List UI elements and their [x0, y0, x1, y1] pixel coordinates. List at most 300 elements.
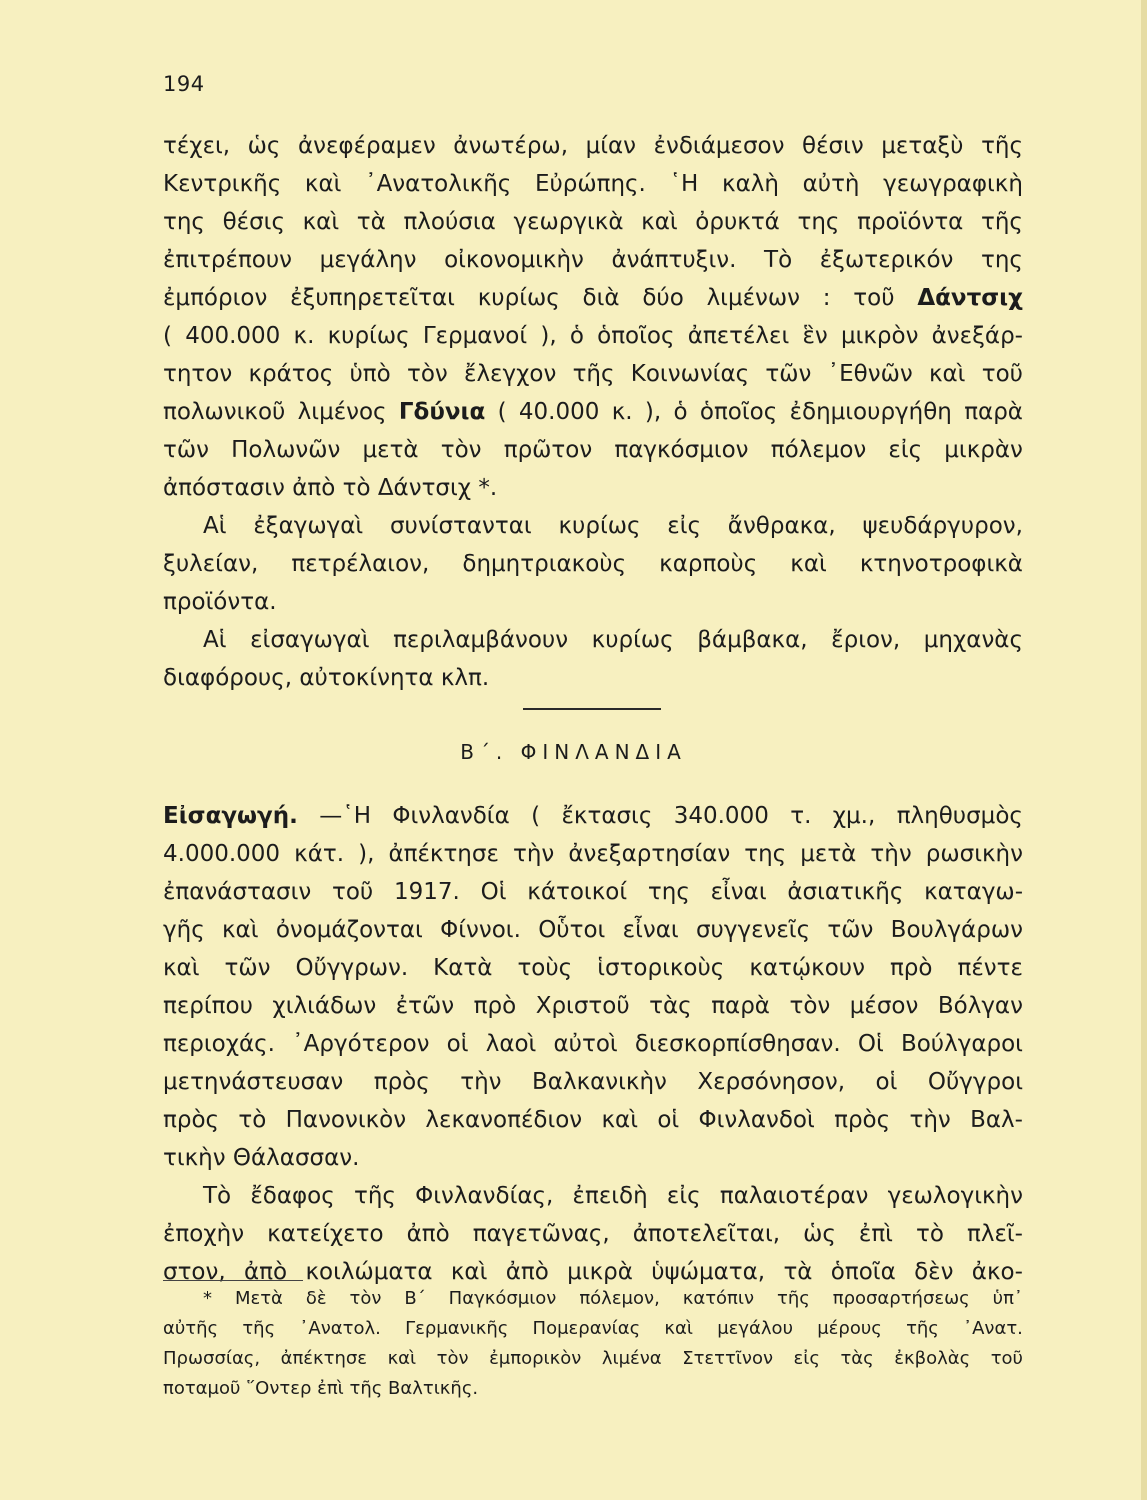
- word: (: [497, 399, 507, 425]
- word: χιλιάδων: [272, 993, 377, 1019]
- word: ἐμπόριον: [163, 285, 268, 311]
- text-line: [163, 659, 1023, 697]
- word: ᾿Ανατολικῆς: [365, 171, 512, 197]
- word: Οὔγγροι: [927, 1069, 1023, 1095]
- word: πρὸ: [889, 955, 933, 981]
- text-line: [163, 393, 1023, 431]
- text-line: [163, 1139, 1023, 1177]
- word: ὑπὸ: [349, 361, 391, 387]
- word: ἀπὸ: [406, 1221, 450, 1247]
- word: γεωλογικὴν: [887, 1183, 1023, 1209]
- word: πόλεμον,: [579, 1288, 660, 1309]
- word: κυρίως: [591, 627, 674, 653]
- word: συνίστανται: [389, 513, 532, 539]
- word: Παγκόσμιον: [448, 1288, 557, 1309]
- word: ),: [644, 399, 662, 425]
- word: ἀπὸ: [505, 1259, 549, 1285]
- word: μέσον: [849, 993, 919, 1019]
- word: 340.000: [673, 803, 769, 829]
- word: ἀσιατικῆς: [787, 879, 904, 905]
- text-line: [163, 279, 1023, 317]
- word: διὰ: [582, 285, 620, 311]
- word: ἀνεφέραμεν: [297, 133, 436, 159]
- word: κ.: [293, 323, 315, 349]
- word: χμ.,: [832, 803, 876, 829]
- word: πλούσια: [403, 209, 496, 235]
- word: ὁποῖος: [597, 323, 675, 349]
- word: λιμένος: [297, 399, 387, 425]
- word: Πομερανίας: [532, 1318, 641, 1339]
- text-line: [163, 469, 1023, 507]
- word: Πρωσσίας,: [163, 1348, 261, 1369]
- word: ἀπέκτησε: [280, 1348, 368, 1369]
- word: της: [980, 247, 1023, 273]
- word: γῆς: [163, 917, 205, 943]
- word: καλὴ: [722, 171, 779, 197]
- word: παγετῶνας,: [472, 1221, 610, 1247]
- word: ἐποχὴν: [163, 1221, 245, 1247]
- word: προσαρτήσεως: [832, 1288, 970, 1309]
- word: Εἰσαγωγή.: [163, 803, 298, 829]
- word: 40.000: [518, 399, 600, 425]
- word: Κατὰ: [433, 955, 493, 981]
- word: λιμένα: [601, 1348, 662, 1369]
- word: παλαιοτέραν: [719, 1183, 869, 1209]
- text-line: [163, 835, 1023, 873]
- word: ὀνομάζονται: [275, 917, 423, 943]
- text-line: [163, 203, 1023, 241]
- word: εἰς: [666, 1183, 701, 1209]
- footnote-divider: [163, 1280, 303, 1281]
- word: ἀνάπτυξιν.: [611, 247, 737, 273]
- word: τὴν: [512, 841, 555, 867]
- word: τὰ: [356, 209, 386, 235]
- text-line: [163, 873, 1023, 911]
- text-line: [163, 355, 1023, 393]
- word: *: [203, 1288, 212, 1309]
- word: οἱ: [446, 1031, 469, 1057]
- word: καὶ: [302, 209, 340, 235]
- word: τὸν: [436, 1348, 469, 1369]
- word: Αἱ: [203, 513, 227, 539]
- word: ὁποῖος: [699, 399, 778, 425]
- word: Βαλκανικὴν: [532, 1069, 667, 1095]
- word: της: [797, 209, 840, 235]
- word: οἱ: [875, 1069, 898, 1095]
- word: ἀνεξαρτησίαν: [568, 841, 731, 867]
- word: οἰκονομικὴν: [444, 247, 584, 273]
- word: Φινλανδοὶ: [698, 1107, 815, 1133]
- word: τῶν: [163, 437, 209, 463]
- word: πρὸς: [163, 1107, 220, 1133]
- word: τοῦ: [332, 879, 374, 905]
- word: Γερμανοί: [422, 323, 528, 349]
- word: Πολωνῶν: [231, 437, 341, 463]
- word: τὰς: [649, 993, 692, 1019]
- word: τοῦ: [990, 1348, 1023, 1369]
- word: Τὸ: [203, 1183, 232, 1209]
- word: ἀπὸ: [292, 475, 343, 501]
- word: τοῦ: [853, 285, 895, 311]
- word: αὐτὴ: [802, 171, 860, 197]
- word: Οὗτοι: [538, 917, 606, 943]
- word: ἀκο-: [971, 1259, 1023, 1285]
- word: στον,: [163, 1259, 226, 1285]
- word: Φινλανδίας,: [415, 1183, 554, 1209]
- word: πληθυσμὸς: [896, 803, 1023, 829]
- word: ἀπόστασιν: [163, 475, 293, 501]
- word: τὸν: [349, 1288, 382, 1309]
- word: καὶ: [790, 551, 827, 577]
- word: καὶ: [664, 1318, 693, 1339]
- word: της: [744, 841, 787, 867]
- word: αὐτῆς: [163, 1318, 219, 1339]
- word: παγκόσμιον: [614, 437, 749, 463]
- word: περιοχάς.: [163, 1031, 275, 1057]
- word: περιλαμβάνουν: [393, 627, 569, 653]
- word: τ.: [790, 803, 812, 829]
- word: καὶ: [304, 171, 342, 197]
- word: (: [531, 803, 541, 829]
- page-number: 194: [163, 72, 205, 96]
- word: κτηνοτροφικὰ: [859, 551, 1023, 577]
- word: πρῶτον: [503, 437, 593, 463]
- section-divider: [523, 708, 661, 710]
- word: ὡς: [247, 133, 281, 159]
- word: εἰς: [793, 1348, 820, 1369]
- word: τῆς: [906, 1318, 939, 1339]
- word: καὶ: [641, 209, 678, 235]
- word: τὸν: [406, 361, 448, 387]
- word: τὸ: [342, 475, 378, 501]
- footnote-line: [163, 1344, 1023, 1374]
- word: Φινλανδία: [392, 803, 510, 829]
- word: ἐπειδὴ: [572, 1183, 648, 1209]
- word: δὲν: [914, 1259, 954, 1285]
- word: πρὸς: [373, 1069, 430, 1095]
- body-text-block-2: [163, 797, 1023, 1291]
- word: λαοὶ: [485, 1031, 537, 1057]
- word: καταγω-: [924, 879, 1023, 905]
- section-heading: Β΄. ΦΙΝΛΑΝΔΙΑ: [460, 740, 687, 764]
- word: ),: [358, 841, 375, 867]
- word: θέσις: [222, 209, 285, 235]
- text-line: [163, 987, 1023, 1025]
- text-line: [163, 507, 1023, 545]
- word: τὴν: [909, 1107, 951, 1133]
- word: τὰς: [840, 1348, 874, 1369]
- word: τῆς: [572, 361, 615, 387]
- word: τοῦ: [981, 361, 1023, 387]
- word: γεωγραφικὴ: [883, 171, 1023, 197]
- word: ἄνθρακα,: [727, 513, 836, 539]
- word: Γδύνια: [398, 399, 486, 425]
- word: παρὰ: [711, 993, 770, 1019]
- word: κυρίως: [558, 513, 641, 539]
- word: Βαλτικῆς.: [388, 1378, 479, 1399]
- text-line: [163, 1177, 1023, 1215]
- text-line: [163, 1215, 1023, 1253]
- word: Οἱ: [857, 1031, 884, 1057]
- text-line: [163, 127, 1023, 165]
- word: Γερμανικῆς: [405, 1318, 509, 1339]
- word: τέχει,: [163, 133, 231, 159]
- word: ),: [540, 323, 557, 349]
- word: ἐδημιουργήθη: [789, 399, 952, 425]
- word: Οἱ: [480, 879, 507, 905]
- word: κατόπιν: [682, 1288, 755, 1309]
- word: Δάντσιχ: [377, 475, 479, 501]
- word: ποταμοῦ: [163, 1378, 247, 1399]
- word: λιμένων: [706, 285, 800, 311]
- word: κυρίως: [477, 285, 560, 311]
- word: κυρίως: [327, 323, 410, 349]
- word: πρὸς: [834, 1107, 891, 1133]
- word: τῆς: [776, 1288, 810, 1309]
- word: ἀνωτέρω,: [453, 133, 569, 159]
- word: τῶν: [224, 955, 271, 981]
- word: ἀνεξάρ-: [931, 323, 1023, 349]
- word: ἀποτελεῖται,: [632, 1221, 781, 1247]
- word: ἐπανάστασιν: [163, 879, 312, 905]
- word: ῞Οντερ: [246, 1378, 318, 1399]
- text-line: [163, 621, 1023, 659]
- word: Θάλασσαν.: [232, 1145, 360, 1171]
- word: κάτοικοί: [527, 879, 628, 905]
- word: ἐξαγωγαὶ: [253, 513, 364, 539]
- word: μέρους: [817, 1318, 882, 1339]
- word: ξυλείαν,: [163, 551, 259, 577]
- word: πλεῖ-: [966, 1221, 1023, 1247]
- word: —῾Η: [319, 803, 371, 829]
- word: τῶν: [765, 361, 812, 387]
- word: μικρὰν: [944, 437, 1023, 463]
- word: ὁποῖα: [830, 1259, 896, 1285]
- word: περίπου: [163, 993, 253, 1019]
- word: τὸν: [789, 993, 831, 1019]
- word: ἔκτασις: [561, 803, 653, 829]
- word: ἐπὶ: [317, 1378, 350, 1399]
- word: ῾Η: [669, 171, 699, 197]
- word: Στεττῖνον: [682, 1348, 774, 1369]
- word: κάτ.: [294, 841, 345, 867]
- word: ὡς: [803, 1221, 836, 1247]
- word: ψευδάργυρον,: [862, 513, 1023, 539]
- text-line: [163, 1063, 1023, 1101]
- text-line: [163, 317, 1023, 355]
- word: Β΄: [404, 1288, 426, 1309]
- word: καὶ: [387, 1348, 417, 1369]
- word: τῶν: [827, 917, 874, 943]
- text-line: [163, 165, 1023, 203]
- word: 4.000.000: [163, 841, 281, 867]
- word: Οὔγγρων.: [295, 955, 409, 981]
- text-line: [163, 1101, 1023, 1139]
- word: ἐπὶ: [858, 1221, 893, 1247]
- word: ἔλεγχον: [464, 361, 557, 387]
- word: τῆς: [981, 133, 1023, 159]
- word: της: [647, 879, 690, 905]
- word: γεωργικὰ: [513, 209, 624, 235]
- word: *.: [478, 475, 498, 501]
- word: μετηνάστευσαν: [163, 1069, 344, 1095]
- word: Τὸ: [764, 247, 793, 273]
- word: ᾿Εθνῶν: [827, 361, 913, 387]
- word: μεγάλην: [319, 247, 417, 273]
- word: Πανονικὸν: [285, 1107, 407, 1133]
- word: μικρὰ: [567, 1259, 633, 1285]
- word: τῆς: [353, 1183, 396, 1209]
- word: καὶ: [222, 917, 259, 943]
- word: εἰς: [888, 437, 923, 463]
- body-text-block-1: [163, 127, 1023, 697]
- footnote-line: [163, 1374, 1023, 1404]
- word: Βούλγαροι: [900, 1031, 1023, 1057]
- word: 1917.: [394, 879, 460, 905]
- word: ᾿Ανατ.: [963, 1318, 1023, 1339]
- footnote-line: [163, 1284, 1023, 1314]
- word: ἐξυπηρετεῖται: [290, 285, 455, 311]
- word: ρωσικὴν: [925, 841, 1023, 867]
- word: διαφόρους,: [163, 665, 300, 691]
- word: τὴν: [870, 841, 912, 867]
- word: τὸ: [916, 1221, 944, 1247]
- word: της: [163, 209, 205, 235]
- text-line: [163, 949, 1023, 987]
- word: 400.000: [185, 323, 281, 349]
- word: κοιλώματα: [305, 1259, 433, 1285]
- word: εἶναι: [710, 879, 767, 905]
- text-line: [163, 545, 1023, 583]
- word: τοὺς: [517, 955, 573, 981]
- word: συγγενεῖς: [695, 917, 811, 943]
- text-line: [163, 241, 1023, 279]
- word: κατείχετο: [267, 1221, 384, 1247]
- word: ἀπετέλει: [687, 323, 790, 349]
- word: Δάντσιχ: [917, 285, 1023, 311]
- word: τητον: [163, 361, 233, 387]
- word: κράτος: [248, 361, 334, 387]
- word: καὶ: [450, 1259, 488, 1285]
- word: παρὰ: [964, 399, 1023, 425]
- word: ἔδαφος: [250, 1183, 335, 1209]
- word: Εὐρώπης.: [534, 171, 646, 197]
- word: εἰς: [667, 513, 701, 539]
- word: :: [822, 285, 831, 311]
- word: τικὴν: [163, 1145, 233, 1171]
- word: καὶ: [601, 1107, 638, 1133]
- footnote: [163, 1284, 1023, 1404]
- word: Βαλ-: [970, 1107, 1023, 1133]
- word: οἱ: [657, 1107, 680, 1133]
- word: κλπ.: [440, 665, 490, 691]
- word: ἐτῶν: [395, 993, 455, 1019]
- word: τὰ: [783, 1259, 813, 1285]
- word: πολωνικοῦ: [163, 399, 286, 425]
- word: Χριστοῦ: [535, 993, 630, 1019]
- word: ὑψώματα,: [651, 1259, 766, 1285]
- word: μίαν: [585, 133, 637, 159]
- word: πέντε: [957, 955, 1023, 981]
- word: μηχανὰς: [923, 627, 1023, 653]
- word: (: [163, 323, 172, 349]
- word: τὸν: [440, 437, 482, 463]
- word: ἀπέκτησε: [388, 841, 499, 867]
- word: αὐτοκίνητα: [299, 665, 441, 691]
- word: προϊόντα.: [163, 589, 277, 615]
- word: ἔριον,: [831, 627, 901, 653]
- word: καὶ: [163, 955, 200, 981]
- word: Μετὰ: [234, 1288, 283, 1309]
- word: Βόλγαν: [937, 993, 1023, 1019]
- word: θέσιν: [802, 133, 864, 159]
- text-line: [163, 911, 1023, 949]
- text-line: [163, 1025, 1023, 1063]
- word: Χερσόνησον,: [697, 1069, 846, 1095]
- word: λεκανοπέδιον: [425, 1107, 583, 1133]
- word: Κοινωνίας: [630, 361, 750, 387]
- word: ὁ: [569, 323, 584, 349]
- word: κ.: [611, 399, 633, 425]
- word: πόλεμον: [770, 437, 867, 463]
- word: μετὰ: [800, 841, 857, 867]
- text-line: [163, 431, 1023, 469]
- word: κατῴκουν: [749, 955, 865, 981]
- word: τὴν: [460, 1069, 502, 1095]
- word: ἓν: [802, 323, 828, 349]
- word: Βουλγάρων: [890, 917, 1023, 943]
- word: μικρὸν: [840, 323, 919, 349]
- word: τῆς: [349, 1378, 389, 1399]
- word: μετὰ: [362, 437, 419, 463]
- word: ὀρυκτά: [695, 209, 780, 235]
- word: αὐτοὶ: [553, 1031, 618, 1057]
- word: ἐξωτερικόν: [819, 247, 954, 273]
- word: μεγάλου: [717, 1318, 793, 1339]
- word: ἐμπορικὸν: [489, 1348, 582, 1369]
- word: βάμβακα,: [697, 627, 808, 653]
- word: δύο: [642, 285, 684, 311]
- footnote-line: [163, 1314, 1023, 1344]
- word: ὁ: [673, 399, 688, 425]
- word: προϊόντα: [857, 209, 964, 235]
- word: εἶναι: [622, 917, 679, 943]
- word: ὑπ᾿: [992, 1288, 1023, 1309]
- word: Κεντρικῆς: [163, 171, 282, 197]
- word: τὸ: [238, 1107, 267, 1133]
- word: Αἱ: [203, 627, 227, 653]
- word: εἰσαγωγαὶ: [250, 627, 370, 653]
- text-line: [163, 583, 1023, 621]
- word: τῆς: [242, 1318, 276, 1339]
- word: ἐπιτρέπουν: [163, 247, 293, 273]
- word: καὶ: [928, 361, 966, 387]
- word: ἐνδιάμεσον: [653, 133, 785, 159]
- word: πρὸ: [473, 993, 517, 1019]
- word: ἱστορικοὺς: [597, 955, 725, 981]
- word: καρποὺς: [659, 551, 758, 577]
- word: ᾿Αργότερον: [292, 1031, 430, 1057]
- word: ἐκβολὰς: [894, 1348, 971, 1369]
- word: δημητριακοὺς: [462, 551, 627, 577]
- word: διεσκορπίσθησαν.: [634, 1031, 841, 1057]
- word: ἀπὸ: [244, 1259, 288, 1285]
- word: δὲ: [305, 1288, 327, 1309]
- word: μεταξὺ: [881, 133, 964, 159]
- word: Φίννοι.: [440, 917, 521, 943]
- word: τῆς: [980, 209, 1023, 235]
- word: πετρέλαιον,: [291, 551, 430, 577]
